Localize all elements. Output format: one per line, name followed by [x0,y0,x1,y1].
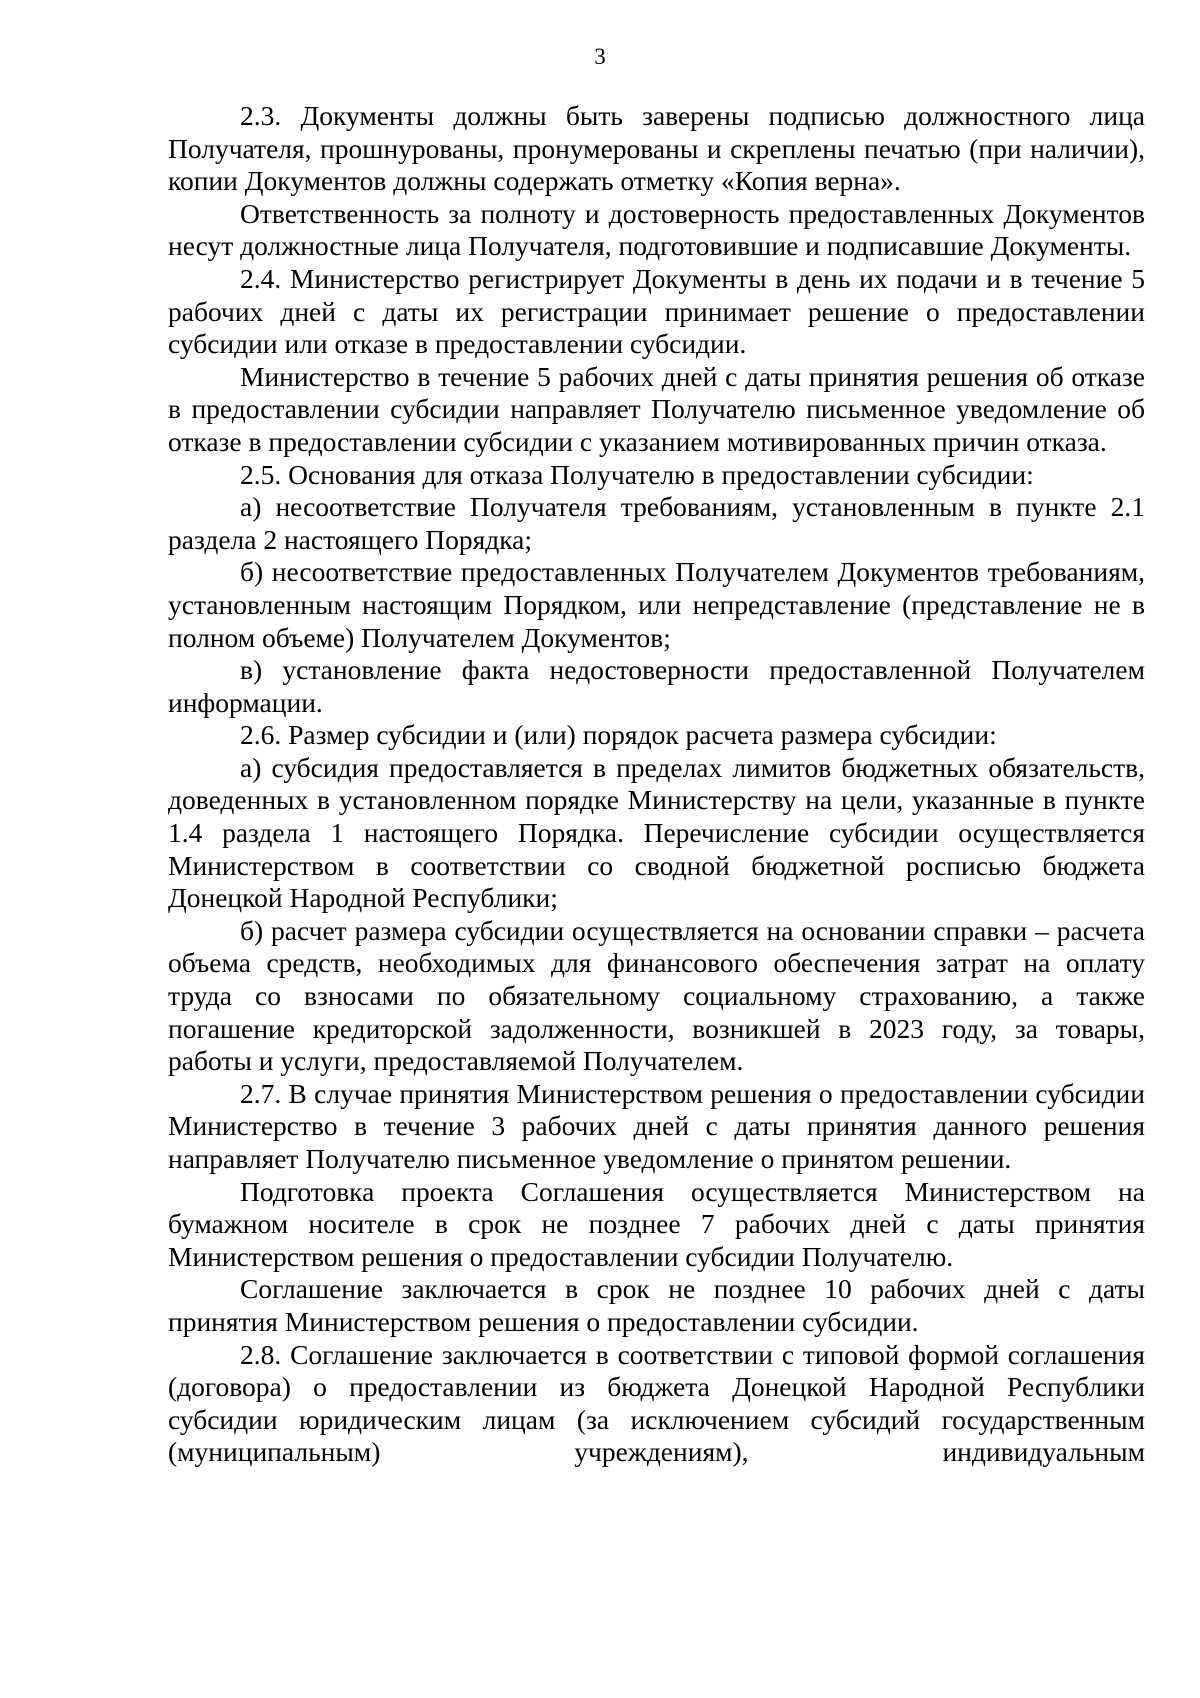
paragraph-2-4: 2.4. Министерство регистрирует Документы в день их подачи и в течение 5 рабочих дней с даты их регистрации принимает решение о предоставлении субсидии или отказе в предоставлении субсидии. [168,262,1145,360]
paragraph-responsibility: Ответственность за полноту и достоверность предоставленных Документов несут должностные лица Получателя, подготовившие и подписавшие Документы. [168,197,1145,262]
paragraph-agreement-conclusion: Соглашение заключается в срок не позднее 10 рабочих дней с даты принятия Министерством решения о предоставлении субсидии. [168,1273,1145,1337]
paragraph-2-8: 2.8. Соглашение заключается в соответствии с типовой формой соглашения (договора) о предоставлении из бюджета Донецкой Народной Республики субсидии юридическим лицам (за исключением субсидий государственным (муниципальным) учреждениям), индивидуальным [168,1338,1145,1468]
paragraph-2-5-b: б) несоответствие предоставленных Получателем Документов требованиям, установленным настоящим Порядком, или непредставление (представление не в полном объеме) Получателем Документов; [168,556,1145,653]
paragraph-2-5: 2.5. Основания для отказа Получателю в предоставлении субсидии: [240,458,1034,490]
paragraph-2-6-a: а) субсидия предоставляется в пределах лимитов бюджетных обязательств, доведенных в установленном порядке Министерству на цели, указанные в пункте 1.4 раздела 1 настоящего Порядка. Перечисление субсидии осуществляется Министерством в соответствии со сводной бюджетной росписью бюджета Донецкой Народной Республики; [168,751,1145,914]
paragraph-refusal-notice: Министерство в течение 5 рабочих дней с даты принятия решения об отказе в предоставлении субсидии направляет Получателю письменное уведомление об отказе в предоставлении субсидии с указанием мотивированных причин отказа. [168,360,1145,457]
paragraph-2-5-a: а) несоответствие Получателя требованиям, установленным в пункте 2.1 раздела 2 настоящего Порядка; [168,491,1145,555]
document-body [168,100,1145,1469]
paragraph-2-6: 2.6. Размер субсидии и (или) порядок расчета размера субсидии: [240,719,997,751]
paragraph-2-3: 2.3. Документы должны быть заверены подписью должностного лица Получателя, прошнурованы, пронумерованы и скреплены печатью (при наличии), копии Документов должны содержать отметку «Копия верна». [168,100,1145,197]
paragraph-2-5-v: в) установление факта недостоверности предоставленной Получателем информации. [168,654,1145,718]
paragraph-2-7: 2.7. В случае принятия Министерством решения о предоставлении субсидии Министерство в течение 3 рабочих дней с даты принятия данного решения направляет Получателю письменное уведомление о принятом решении. [168,1077,1145,1174]
paragraph-2-6-b: б) расчет размера субсидии осуществляется на основании справки – расчета объема средств, необходимых для финансового обеспечения затрат на оплату труда со взносами по обязательному социальному страхованию, а также погашение кредиторской задолженности, возникшей в 2023 году, за товары, работы и услуги, предоставляемой Получателем. [168,914,1145,1077]
page-number: 3 [594,44,606,69]
paragraph-agreement-preparation: Подготовка проекта Соглашения осуществляется Министерством на бумажном носителе в срок не позднее 7 рабочих дней с даты принятия Министерством решения о предоставлении субсидии Получателю. [168,1175,1145,1272]
